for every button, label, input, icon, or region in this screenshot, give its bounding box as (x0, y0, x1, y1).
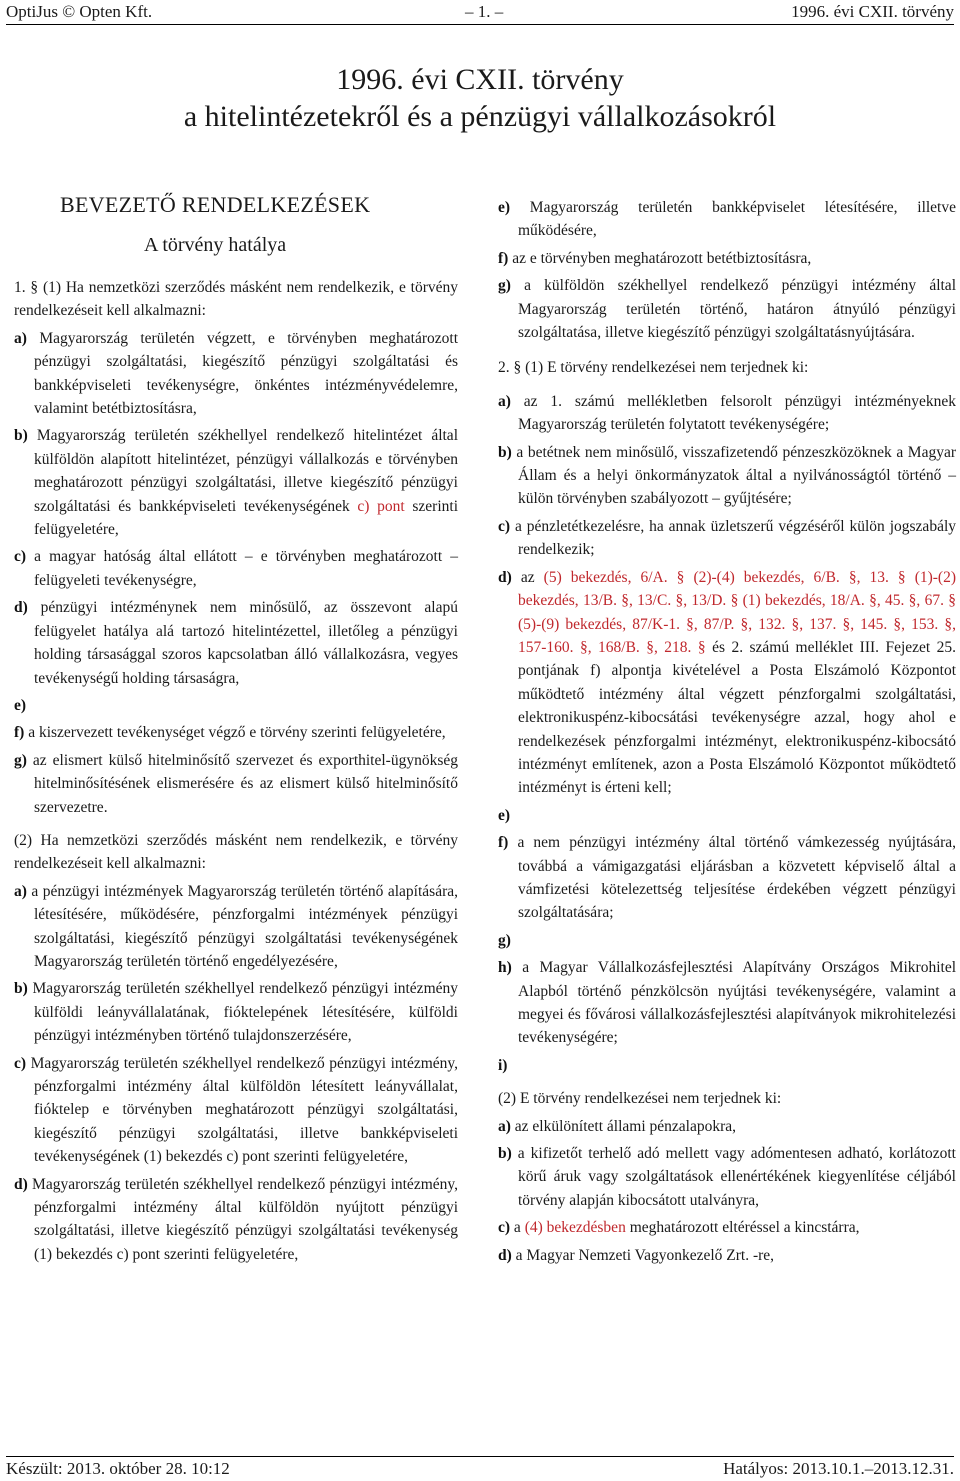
item-label: a) (14, 882, 27, 900)
item-text: és 2. számú melléklet III. Fejezet 25. pontjának f) alpontja kivételével a Posta Elszámoló Központot működtető intézmény által végzett pénzforgalmi szolgáltatási, elektronikuspénz-kibocsátási tevékenységre azzal, hogy ahol e rendelkezések pénzforgalmi intézményt, elektronikuspénz-kibocsátó intézményt említenek, azon a Posta Elszámoló Központot működtető intézményt is érteni kell; (518, 638, 957, 797)
item-label: c) (14, 1054, 27, 1072)
list-item (498, 1115, 956, 1138)
item-label: a) (498, 392, 511, 410)
item-text: az e törvényben meghatározott betétbiztosításra, (512, 249, 812, 267)
list-item (498, 441, 956, 511)
list-item (14, 721, 458, 744)
item-label: a) (498, 1117, 511, 1135)
item-label: a) (14, 329, 27, 347)
item-label: h) (498, 959, 512, 977)
cross-reference-link[interactable]: c) pont (357, 497, 405, 515)
item-text: a pénzügyi intézmények Magyarország területén történő alapítására, létesítésére, működésére, pénzforgalmi intézmények pénzügyi szolgáltatási, kiegészítő pénzügyi szolgáltatási tevékenységének Magyarország területén történő engedélyezésére, (31, 882, 458, 970)
item-label: f) (498, 249, 509, 267)
item-label: c) (498, 1219, 511, 1237)
list-item (498, 1216, 956, 1239)
paragraph-1-1-intro: 1. § (1) Ha nemzetközi szerződés másként nem rendelkezik, e törvény rendelkezéseit kell alkalmazni: (14, 279, 458, 320)
item-label: d) (498, 1246, 512, 1264)
item-text: az elkülönített állami pénzalapokra, (514, 1117, 737, 1135)
law-title: 1996. évi CXII. törvény (336, 63, 624, 96)
item-text: szerinti felügyeletére, (34, 497, 458, 539)
list-item (498, 247, 956, 270)
list-item (14, 977, 458, 1047)
item-label: e) (498, 806, 511, 824)
list-item (498, 1054, 956, 1077)
list-item (498, 566, 956, 800)
list-item (14, 545, 458, 592)
item-label: e) (14, 696, 27, 714)
list-item (14, 1052, 458, 1169)
section-2-intro: 2. § (1) E törvény rendelkezései nem terjednek ki: (498, 359, 809, 377)
item-text: Magyarország területén székhellyel rendelkező pénzügyi intézmény, pénzforgalmi intézmény által külföldön létesített leányvállalat, fióktelep e törvényben meghatározott pénzügyi szolgáltatási, kiegészítő pénzügyi szolgáltatási, illetve bankképviseleti tevékenységének (1) bekezdés c) pont szerinti felügyeletére, (30, 1054, 459, 1166)
chapter-heading: BEVEZETŐ RENDELKEZÉSEK (60, 192, 371, 217)
item-text: az 1. számú mellékletben felsorolt pénzügyi intézményeknek Magyarország területén folytatott tevékenységére; (518, 392, 956, 434)
item-text: a nem pénzügyi intézmény által történő vámkezesség nyújtására, továbbá a vámigazgatási eljárásban a közvetett képviselő által a vámfizetési kötelezettség teljesítése érdekében végzett pénzügyi szolgáltatására; (517, 834, 956, 922)
title-block (0, 62, 960, 136)
item-text: meghatározott eltéréssel a kincstárra, (629, 1219, 860, 1237)
list-item (14, 880, 458, 974)
list-item (498, 929, 956, 952)
item-label: g) (498, 277, 511, 295)
header-publisher: OptiJus © Opten Kft. (6, 2, 153, 21)
item-label: b) (498, 1145, 512, 1163)
item-label: g) (498, 931, 511, 949)
item-text: a Magyar Vállalkozásfejlesztési Alapítvány Országos Mikrohitel Alapból történő pénzkölcsön nyújtási tevékenységére, valamint a megyei és fővárosi vállalkozásfejlesztési alapítványok mikrohitelezési tevékenységére; (518, 959, 957, 1047)
list-item (14, 694, 458, 717)
item-text: Magyarország területén bankképviselet létesítésére, illetve működésére, (518, 199, 956, 240)
item-text: pénzügyi intézménynek nem minősülő, az összevont alapú felügyelet hatálya alá tartozó hitelintézettel, illetőleg a pénzügyi holding társasággal szoros kapcsolatban álló vállalkozásra, vegyes tevékenységű holding társaságra, (34, 599, 458, 687)
item-text: Magyarország területén végzett, e törvényben meghatározott pénzügyi szolgáltatási, kiegészítő pénzügyi szolgáltatási és bankképviseleti tevékenységre, önkéntes intézményvédelemre, valamint betétbiztosításra, (34, 329, 459, 418)
list-item (498, 390, 956, 437)
item-text: a betétnek nem minősülő, visszafizetendő pénzeszközöknek a Magyar Állam és a helyi önkormányzatok által a nyilvánosságtól történő – külön törvényben szabályozott – gyűjtésére; (516, 443, 956, 508)
item-text: a magyar hatóság által ellátott – e törvényben meghatározott – felügyeleti tevékenységre, (34, 548, 459, 589)
item-text: Magyarország területén székhellyel rendelkező pénzügyi intézmény, pénzforgalmi intézmény által külföldön nyújtott pénzügyi szolgáltatási, illetve kiegészítő pénzügyi szolgáltatási tevékenység (1) bekezdés c) pont szerinti felügyeletére, (32, 1175, 459, 1263)
item-text: az (520, 568, 535, 586)
item-label: d) (14, 599, 28, 617)
item-label: g) (14, 751, 27, 769)
item-text: a külföldön székhellyel rendelkező pénzügyi intézmény által Magyarország területén történő, határon átnyúló pénzügyi szolgáltatása, illetve kiegészítő pénzügyi szolgáltatásnyújtására. (518, 277, 956, 342)
section-heading: A törvény hatálya (144, 234, 287, 256)
list-item (14, 1173, 458, 1267)
list-item (498, 831, 956, 925)
footer-generated-date: Készült: 2013. október 28. 10:12 (6, 1459, 230, 1478)
paragraph-1-2-intro: (2) Ha nemzetközi szerződés másként nem rendelkezik, e törvény rendelkezéseit kell alkalmazni: (14, 831, 458, 873)
list-item (498, 515, 956, 562)
item-text: a kifizetőt terhelő adó mellett vagy adómentesen adható, korlátozott körű áruk vagy szolgáltatások ellenértékének kiegyenlítése céljából törvény alapján kibocsátott utalványra, (517, 1145, 956, 1209)
list-item (14, 749, 458, 819)
list-item (498, 274, 956, 344)
list-item (498, 956, 956, 1050)
footer-divider (6, 1456, 954, 1457)
header-document-title: 1996. évi CXII. törvény (791, 2, 954, 21)
list-item (498, 196, 956, 243)
list-item (498, 1142, 956, 1212)
item-text: a (513, 1219, 521, 1237)
item-text: Magyarország területén székhellyel rendelkező hitelintézet által külföldön alapított hitelintézet, pénzügyi vállalkozás e törvényben meghatározott pénzügyi szolgáltatási, illetve kiegészítő pénzügyi szolgáltatási és bankképviseleti tevékenységének (34, 427, 458, 515)
header-page-number: – 1. – (465, 2, 504, 21)
item-text: a pénzletétkezelésre, ha annak üzletszerű végzéséről külön jogszabály rendelkezik; (514, 517, 957, 559)
item-label: i) (498, 1056, 508, 1074)
list-item (498, 804, 956, 827)
item-text: Magyarország területén székhellyel rendelkező pénzügyi intézmény külföldi leányvállalatának, fióktelepének létesítésére, külföldi pénzügyi intézményben történő tulajdonszerzésére, (32, 980, 458, 1045)
item-label: f) (14, 724, 25, 742)
item-text: a kiszervezett tevékenységet végző e törvény szerinti felügyeletére, (28, 724, 446, 742)
section-2-2-intro: (2) E törvény rendelkezései nem terjednek ki: (498, 1090, 782, 1108)
item-label: c) (14, 548, 27, 566)
list-item (14, 327, 458, 421)
list-item (498, 1244, 956, 1267)
header-divider (6, 24, 954, 25)
item-label: b) (498, 443, 512, 461)
item-label: b) (14, 980, 28, 998)
item-label: b) (14, 427, 28, 445)
law-subtitle: a hitelintézetekről és a pénzügyi vállalkozásokról (183, 100, 777, 133)
item-label: e) (498, 199, 511, 216)
item-label: c) (498, 517, 511, 535)
page-header (0, 0, 960, 24)
footer-validity-period: Hatályos: 2013.10.1.–2013.12.31. (723, 1459, 954, 1478)
list-item (14, 596, 458, 690)
item-text: a Magyar Nemzeti Vagyonkezelő Zrt. -re, (515, 1246, 775, 1264)
item-text: az elismert külső hitelminősítő szervezet és exporthitel-ügynökség hitelminősítésének elismerésére és az elismert külső hitelminősítő szervezetre. (32, 751, 458, 816)
cross-reference-link[interactable]: (4) bekezdésben (524, 1219, 626, 1237)
left-column (14, 276, 458, 1270)
list-item (14, 424, 458, 541)
right-column (498, 196, 956, 1271)
item-label: d) (498, 568, 512, 586)
item-label: d) (14, 1175, 28, 1193)
item-label: f) (498, 834, 509, 852)
cross-reference-link[interactable]: (5) bekezdés, 6/A. § (2)-(4) bekezdés, 6/B. §, 13. § (1)-(2) bekezdés, 13/B. §, 13/C. §, 13/D. § (1) bekezdés, 18/A. §, 45. §, 67. § (5)-(9) bekezdés, 87/K-1. §, 87/P. §, 132. §, 137. §, 145. §, 153. §, 157-160. §, 168/B. §, 218. § (518, 568, 957, 656)
